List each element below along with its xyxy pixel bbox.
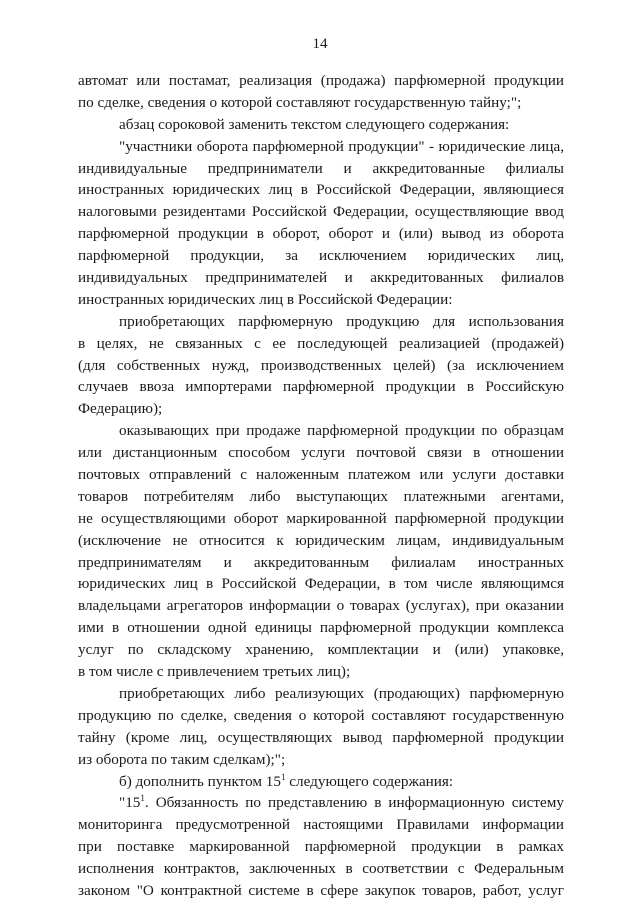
line-text: (исключение не относится к юридическим лицам, индивидуальным: [78, 531, 564, 549]
line-text: продукцию по сделке, сведения о которой составляют государственную: [78, 706, 564, 724]
text-line: [78, 420, 564, 442]
text-line: [78, 267, 564, 289]
line-text: тайну (кроме лиц, осуществляющих вывод парфюмерной продукции: [78, 728, 564, 746]
line-text: "15: [119, 794, 141, 812]
line-text-continued: следующего содержания:: [285, 772, 454, 790]
superscript: 1: [280, 771, 286, 782]
text-line: [78, 705, 564, 727]
text-line: [78, 771, 564, 793]
text-line: [78, 289, 564, 311]
text-line: [78, 508, 564, 530]
text-line: [78, 617, 564, 639]
text-line: [78, 223, 564, 245]
text-line: [78, 114, 564, 136]
line-text: предпринимателям и аккредитованным филиалам иностранных: [78, 553, 564, 571]
line-text: в целях, не связанных с ее последующей реализацией (продажей): [78, 334, 564, 352]
line-text: иностранных юридических лиц в Российской Федерации:: [78, 290, 453, 308]
line-text: ими в отношении одной единицы парфюмерной продукции комплекса: [78, 619, 564, 637]
line-text: индивидуальных предпринимателей и аккредитованных филиалов: [78, 269, 564, 287]
text-line: [78, 661, 564, 683]
line-text: парфюмерной продукции в оборот, оборот и (или) вывод из оборота: [78, 225, 564, 243]
line-text: "участники оборота парфюмерной продукции" - юридические лица,: [119, 137, 564, 155]
text-line: [78, 70, 564, 92]
line-text: налоговыми резидентами Российской Федерации, осуществляющие ввод: [78, 203, 564, 221]
text-line: [78, 749, 564, 771]
superscript: 1: [140, 793, 145, 804]
text-line: [78, 158, 564, 180]
text-line: [78, 814, 564, 836]
text-line: [78, 376, 564, 398]
text-line: [78, 92, 564, 114]
line-text: абзац сороковой заменить текстом следующего содержания:: [119, 115, 510, 133]
line-text-continued: . Обязанность по представлению в информационную систему: [144, 794, 564, 812]
document-body: [78, 70, 564, 902]
text-line: [78, 398, 564, 420]
line-text: иностранных юридических лиц в Российской Федерации, являющиеся: [78, 181, 564, 199]
line-text: или дистанционным способом услуги почтовой связи в отношении: [78, 444, 564, 462]
text-line: [78, 683, 564, 705]
text-line: [78, 552, 564, 574]
text-line: [78, 179, 564, 201]
text-line: [78, 858, 564, 880]
line-text: индивидуальные предприниматели и аккредитованные филиалы: [78, 159, 564, 177]
text-line: [78, 639, 564, 661]
text-line: [78, 836, 564, 858]
text-line: [78, 792, 564, 814]
line-text: приобретающих либо реализующих (продающих) парфюмерную: [119, 684, 564, 702]
line-text: при поставке маркированной парфюмерной продукции в рамках: [78, 838, 564, 856]
text-line: [78, 355, 564, 377]
text-line: [78, 201, 564, 223]
line-text: не осуществляющими оборот маркированной парфюмерной продукции: [78, 509, 564, 527]
text-line: [78, 727, 564, 749]
text-line: [78, 245, 564, 267]
line-text: владельцами агрегаторов информации о товарах (услугах), при оказании: [78, 597, 564, 615]
line-text: услуг по складскому хранению, комплектации и (или) упаковке,: [78, 641, 564, 659]
line-text: приобретающих парфюмерную продукцию для использования: [119, 312, 564, 330]
line-text: почтовых отправлений с наложенным платежом или услуги доставки: [78, 466, 564, 484]
text-line: [78, 136, 564, 158]
line-text: из оборота по таким сделкам);";: [78, 750, 286, 768]
line-text: б) дополнить пунктом 15: [119, 772, 281, 790]
line-text: исполнения контрактов, заключенных в соответствии с Федеральным: [78, 860, 564, 878]
line-text: оказывающих при продаже парфюмерной продукции по образцам: [119, 422, 564, 440]
line-text: законом "О контрактной системе в сфере закупок товаров, работ, услуг: [78, 881, 564, 899]
line-text: в том числе с привлечением третьих лиц);: [78, 663, 351, 681]
line-text: (для собственных нужд, производственных целей) (за исключением: [78, 356, 564, 374]
line-text: товаров потребителям либо выступающих платежными агентами,: [78, 487, 564, 505]
text-line: [78, 333, 564, 355]
line-text: парфюмерной продукции, за исключением юридических лиц,: [78, 247, 564, 265]
text-line: [78, 880, 564, 902]
text-line: [78, 595, 564, 617]
text-line: [78, 530, 564, 552]
text-line: [78, 442, 564, 464]
text-line: [78, 573, 564, 595]
line-text: юридических лиц в Российской Федерации, в том числе являющимся: [78, 575, 564, 593]
text-line: [78, 311, 564, 333]
text-line: [78, 486, 564, 508]
line-text: автомат или постамат, реализация (продажа) парфюмерной продукции: [78, 72, 564, 89]
text-line: [78, 464, 564, 486]
page-number: 14: [312, 36, 328, 52]
line-text: по сделке, сведения о которой составляют государственную тайну;";: [78, 93, 522, 111]
line-text: случаев ввоза импортерами парфюмерной продукции в Российскую: [78, 378, 564, 396]
line-text: мониторинга предусмотренной настоящими Правилами информации: [78, 816, 564, 834]
line-text: Федерацию);: [78, 400, 163, 418]
